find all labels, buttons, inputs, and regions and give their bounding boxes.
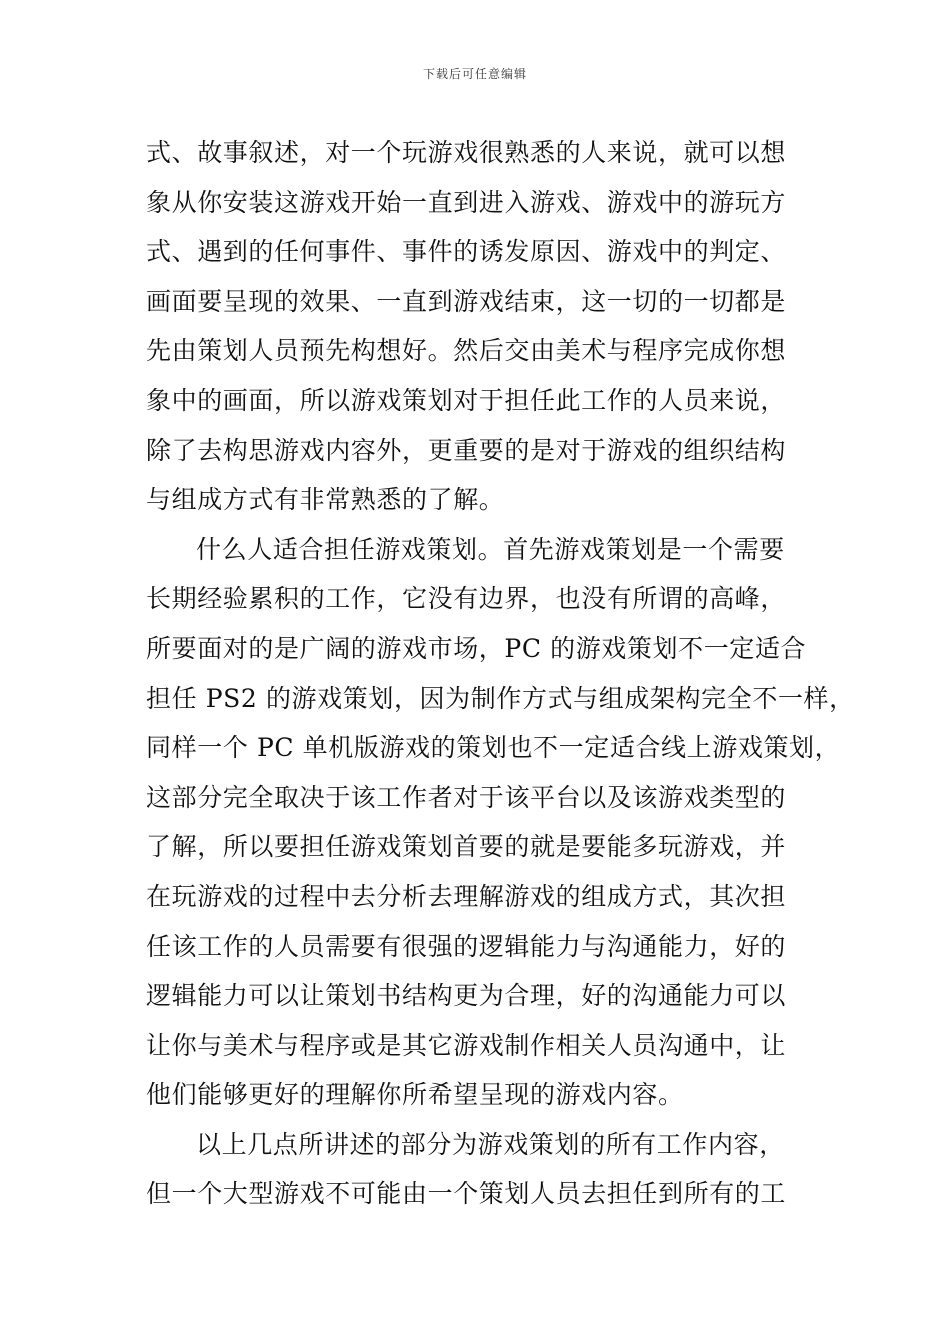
document-body xyxy=(146,128,855,1219)
text-line: 在玩游戏的过程中去分析去理解游戏的组成方式，其次担 xyxy=(146,881,787,911)
text-line: 式、遇到的任何事件、事件的诱发原因、游戏中的判定、 xyxy=(146,237,787,267)
text-line: 所要面对的是广阔的游戏市场，PC 的游戏策划不一定适合 xyxy=(146,633,807,663)
page-header: 下载后可任意编辑 xyxy=(422,67,527,81)
text-line: 了解，所以要担任游戏策划首要的就是要能多玩游戏，并 xyxy=(146,832,787,862)
text-line: 长期经验累积的工作，它没有边界，也没有所谓的高峰， xyxy=(146,584,787,614)
text-line: 象从你安装这游戏开始一直到进入游戏、游戏中的游玩方 xyxy=(146,187,787,217)
text-line: 这部分完全取决于该工作者对于该平台以及该游戏类型的 xyxy=(146,782,787,812)
paragraph-3 xyxy=(146,1120,810,1219)
text-line: 象中的画面，所以游戏策划对于担任此工作的人员来说， xyxy=(146,385,787,415)
text-line: 他们能够更好的理解你所希望呈现的游戏内容。 xyxy=(146,1080,684,1110)
text-line: 什么人适合担任游戏策划。首先游戏策划是一个需要 xyxy=(196,534,785,564)
paragraph-1 xyxy=(146,128,810,525)
text-line: 逻辑能力可以让策划书结构更为合理，好的沟通能力可以 xyxy=(146,981,787,1011)
text-line: 先由策划人员预先构想好。然后交由美术与程序完成你想 xyxy=(146,336,787,366)
text-line: 画面要呈现的效果、一直到游戏结束，这一切的一切都是 xyxy=(146,286,787,316)
text-line: 除了去构思游戏内容外，更重要的是对于游戏的组织结构 xyxy=(146,435,787,465)
text-line: 让你与美术与程序或是其它游戏制作相关人员沟通中，让 xyxy=(146,1030,787,1060)
text-line: 担任 PS2 的游戏策划，因为制作方式与组成架构完全不一样， xyxy=(146,683,855,713)
text-line: 同样一个 PC 单机版游戏的策划也不一定适合线上游戏策划， xyxy=(146,733,841,763)
text-line: 以上几点所讲述的部分为游戏策划的所有工作内容， xyxy=(196,1129,785,1159)
text-line: 式、故事叙述，对一个玩游戏很熟悉的人来说，就可以想 xyxy=(146,138,787,167)
text-line: 与组成方式有非常熟悉的了解。 xyxy=(146,485,505,515)
text-line: 任该工作的人员需要有很强的逻辑能力与沟通能力，好的 xyxy=(146,931,787,961)
text-line: 但一个大型游戏不可能由一个策划人员去担任到所有的工 xyxy=(146,1179,787,1209)
paragraph-2 xyxy=(146,525,855,1120)
